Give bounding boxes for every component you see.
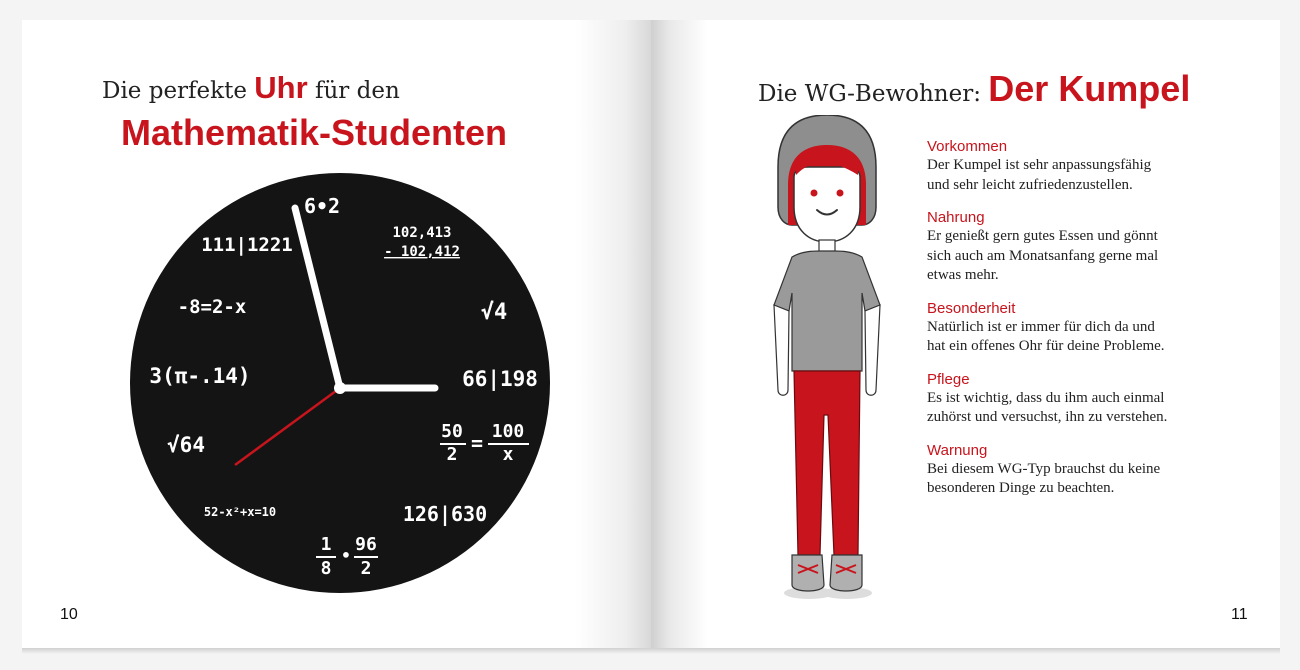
left-page [22,20,651,650]
title-prefix: Die WG-Bewohner: [758,81,989,107]
section-line: Natürlich ist er immer für dich da und [927,318,1155,335]
left-title-line2: Mathematik-Studenten [121,112,508,153]
section-nahrung [927,208,1247,286]
page-number-right: 11 [1231,606,1248,623]
clock-label-2: √4 [480,300,508,325]
section-line: Der Kumpel ist sehr anpassungsfähig [927,157,1152,173]
section-line: hat ein offenes Ohr für deine Probleme. [927,338,1165,354]
section-line: Er genießt gern gutes Essen und gönnt [927,228,1158,244]
clock-label-4-den2: x [502,444,514,465]
clock-label-4-num2: 100 [491,421,525,442]
kumpel-illustration [770,115,900,610]
clock-label-1-top: 102,413 [392,225,452,241]
section-pflege [927,370,1247,428]
clock-label-6-num2: 96 [355,534,377,555]
right-arm [865,305,880,395]
right-title [758,68,1190,110]
page-number-left: 10 [60,606,78,623]
t-shirt [774,251,880,371]
title-highlight: Der Kumpel [988,68,1191,109]
title-highlight: Uhr [254,70,308,105]
clock-label-3: 66|198 [462,367,538,391]
left-arm [774,305,789,395]
section-line: und sehr leicht zufriedenzustellen. [927,176,1133,193]
section-heading: Vorkommen [927,138,1008,155]
clock-label-9: 3(π-.14) [149,364,251,388]
section-heading: Pflege [927,370,970,388]
section-line: sich auch am Monatsanfang gerne mal [927,247,1159,264]
clock-label-4-num: 50 [441,421,463,442]
left-shoe [792,555,824,591]
right-eye [837,190,844,197]
section-heading: Nahrung [927,209,985,226]
page-shadow [22,648,1280,654]
clock-label-6-den: 8 [320,558,332,579]
clock-label-7: 52-x²+x=10 [203,505,277,519]
section-line: Bei diesem WG-Typ brauchst du keine [927,460,1161,477]
clock-label-10: -8=2-x [177,296,247,318]
clock-label-6-num: 1 [320,534,332,555]
clock-label-6-dot: • [341,546,351,565]
section-line: etwas mehr. [927,267,999,283]
clock-label-12: 6•2 [303,194,341,218]
title-prefix: Die perfekte [102,78,255,104]
clock-label-8: √64 [167,433,205,457]
section-warnung [927,441,1247,499]
clock-label-4-eq: = [470,431,484,455]
clock-label-6-den2: 2 [360,558,372,579]
title-suffix: für den [307,78,400,104]
left-eye [811,190,818,197]
left-title-line1 [102,70,400,106]
math-clock [130,173,550,593]
section-line: zuhörst und versuchst, ihn zu verstehen. [927,409,1168,425]
section-line: besonderen Dinge zu beachten. [927,480,1115,496]
clock-label-4-den: 2 [446,444,458,465]
clock-label-1-bottom: - 102,412 [384,244,460,260]
section-besonderheit [927,299,1247,357]
clock-label-5: 126|630 [402,502,488,526]
section-heading: Warnung [927,441,988,459]
trait-sections [927,137,1247,512]
pants [794,371,860,555]
section-heading: Besonderheit [927,299,1016,317]
face [794,167,860,242]
section-line: Es ist wichtig, dass du ihm auch einmal [927,389,1165,406]
clock-center-pin [334,382,346,394]
right-shoe [830,555,862,591]
section-vorkommen [927,137,1247,195]
clock-label-11: 111|1221 [201,234,293,256]
